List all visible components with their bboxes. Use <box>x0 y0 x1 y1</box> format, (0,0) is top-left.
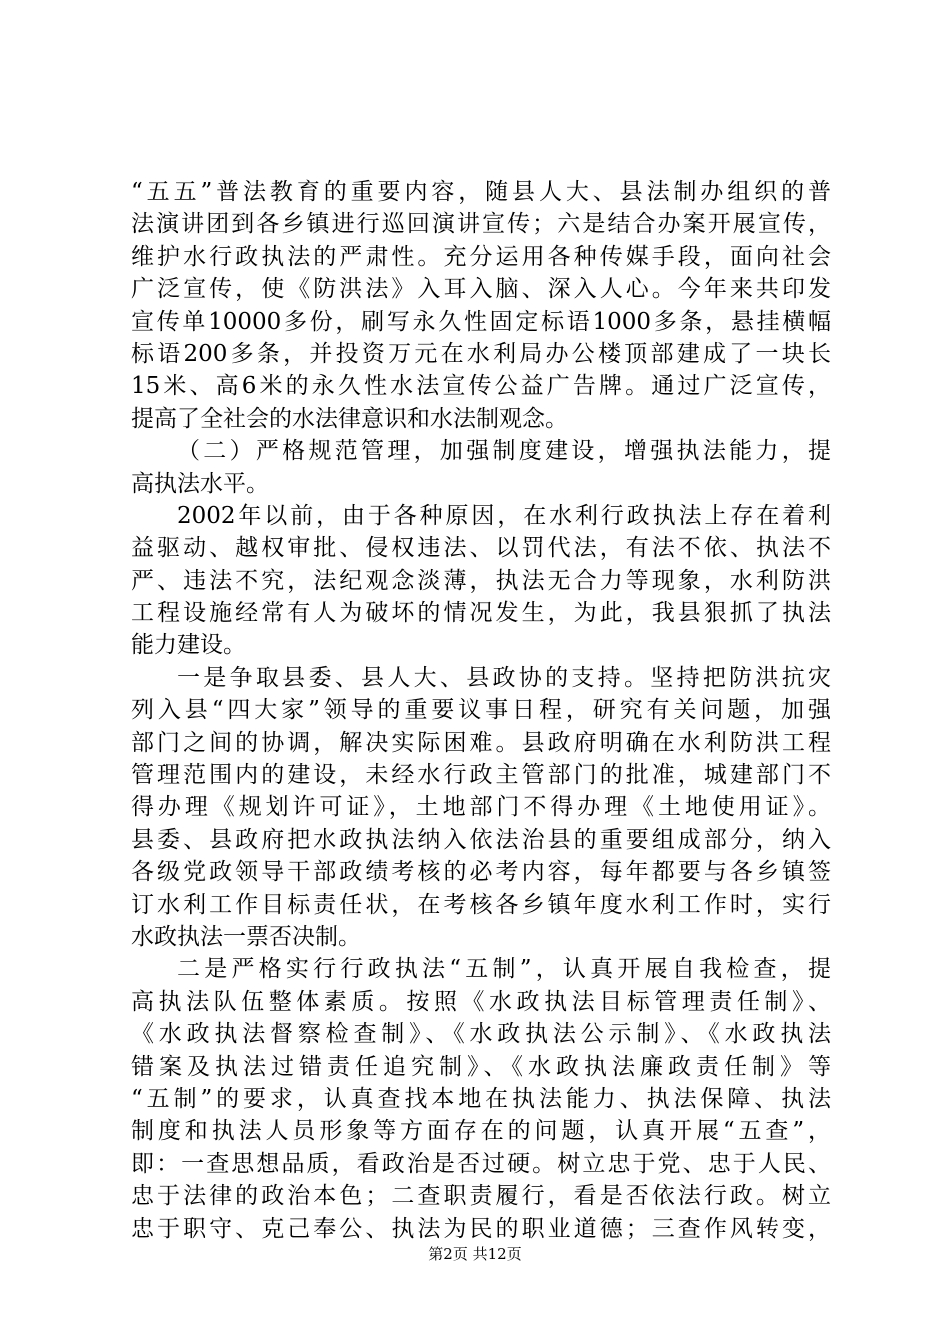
text-line: 部门之间的协调，解决实际困难。县政府明确在水利防洪工程 <box>131 729 831 756</box>
document-body <box>131 176 831 1245</box>
text-line: 水政执法一票否决制。 <box>131 923 361 950</box>
text-line: 益驱动、越权审批、侵权违法、以罚代法，有法不依、执法不 <box>131 535 831 562</box>
text-line: 二是严格实行行政执法“五制”，认真开展自我检查，提 <box>177 956 831 983</box>
page-number-label: 第2页 共12页 <box>428 1245 522 1263</box>
text-line: “五五”普法教育的重要内容，随县人大、县法制办组织的普 <box>131 179 831 205</box>
text-line: 忠于职守、克己奉公、执法为民的职业道德；三查作风转变， <box>131 1215 831 1242</box>
text-line: 提高了全社会的水法律意识和水法制观念。 <box>131 405 568 432</box>
text-line: 错案及执法过错责任追究制》、《水政执法廉政责任制》等 <box>131 1053 831 1080</box>
text-line: 工程设施经常有人为破坏的情况发生，为此，我县狠抓了执法 <box>131 600 831 627</box>
text-line: 各级党政领导干部政绩考核的必考内容，每年都要与各乡镇签 <box>131 859 831 886</box>
text-line: 15米、高6米的永久性水法宣传公益广告牌。通过广泛宣传， <box>131 373 831 400</box>
text-line: 列入县“四大家”领导的重要议事日程，研究有关问题，加强 <box>131 697 831 724</box>
text-line: 能力建设。 <box>131 632 246 659</box>
text-line: 严、违法不究，法纪观念淡薄，执法无合力等现象，水利防洪 <box>131 567 831 594</box>
text-line: 一是争取县委、县人大、县政协的支持。坚持把防洪抗灾 <box>177 664 831 691</box>
text-line: 法演讲团到各乡镇进行巡回演讲宣传；六是结合办案开展宣传， <box>131 211 831 238</box>
text-line: 宣传单10000多份，刷写永久性固定标语1000多条，悬挂横幅 <box>131 308 831 335</box>
text-line: 广泛宣传，使《防洪法》入耳入脑、深入人心。今年来共印发 <box>131 276 831 303</box>
text-line: 得办理《规划许可证》，土地部门不得办理《土地使用证》。 <box>131 794 831 821</box>
text-line: 标语200多条，并投资万元在水利局办公楼顶部建成了一块长 <box>131 340 831 367</box>
text-line: 2002年以前，由于各种原因，在水利行政执法上存在着利 <box>177 502 831 529</box>
text-line: 县委、县政府把水政执法纳入依法治县的重要组成部分，纳入 <box>131 826 831 853</box>
text-line: 高执法水平。 <box>131 470 269 497</box>
text-line: “五制”的要求，认真查找本地在执法能力、执法保障、执法 <box>131 1085 831 1112</box>
page-footer <box>0 1244 950 1264</box>
text-line: 高执法队伍整体素质。按照《水政执法目标管理责任制》、 <box>131 988 831 1015</box>
text-line: 制度和执法人员形象等方面存在的问题，认真开展“五查”， <box>131 1118 831 1145</box>
text-line: 忠于法律的政治本色；二查职责履行，看是否依法行政。树立 <box>131 1183 831 1210</box>
text-line: （二）严格规范管理，加强制度建设，增强执法能力，提 <box>177 438 831 465</box>
text-line: 《水政执法督察检查制》、《水政执法公示制》、《水政执法 <box>131 1021 831 1048</box>
text-line: 维护水行政执法的严肃性。充分运用各种传媒手段，面向社会 <box>131 243 831 270</box>
text-line: 管理范围内的建设，未经水行政主管部门的批准，城建部门不 <box>131 762 831 789</box>
text-line: 即：一查思想品质，看政治是否过硬。树立忠于党、忠于人民、 <box>131 1150 831 1177</box>
text-line: 订水利工作目标责任状，在考核各乡镇年度水利工作时，实行 <box>131 891 831 918</box>
